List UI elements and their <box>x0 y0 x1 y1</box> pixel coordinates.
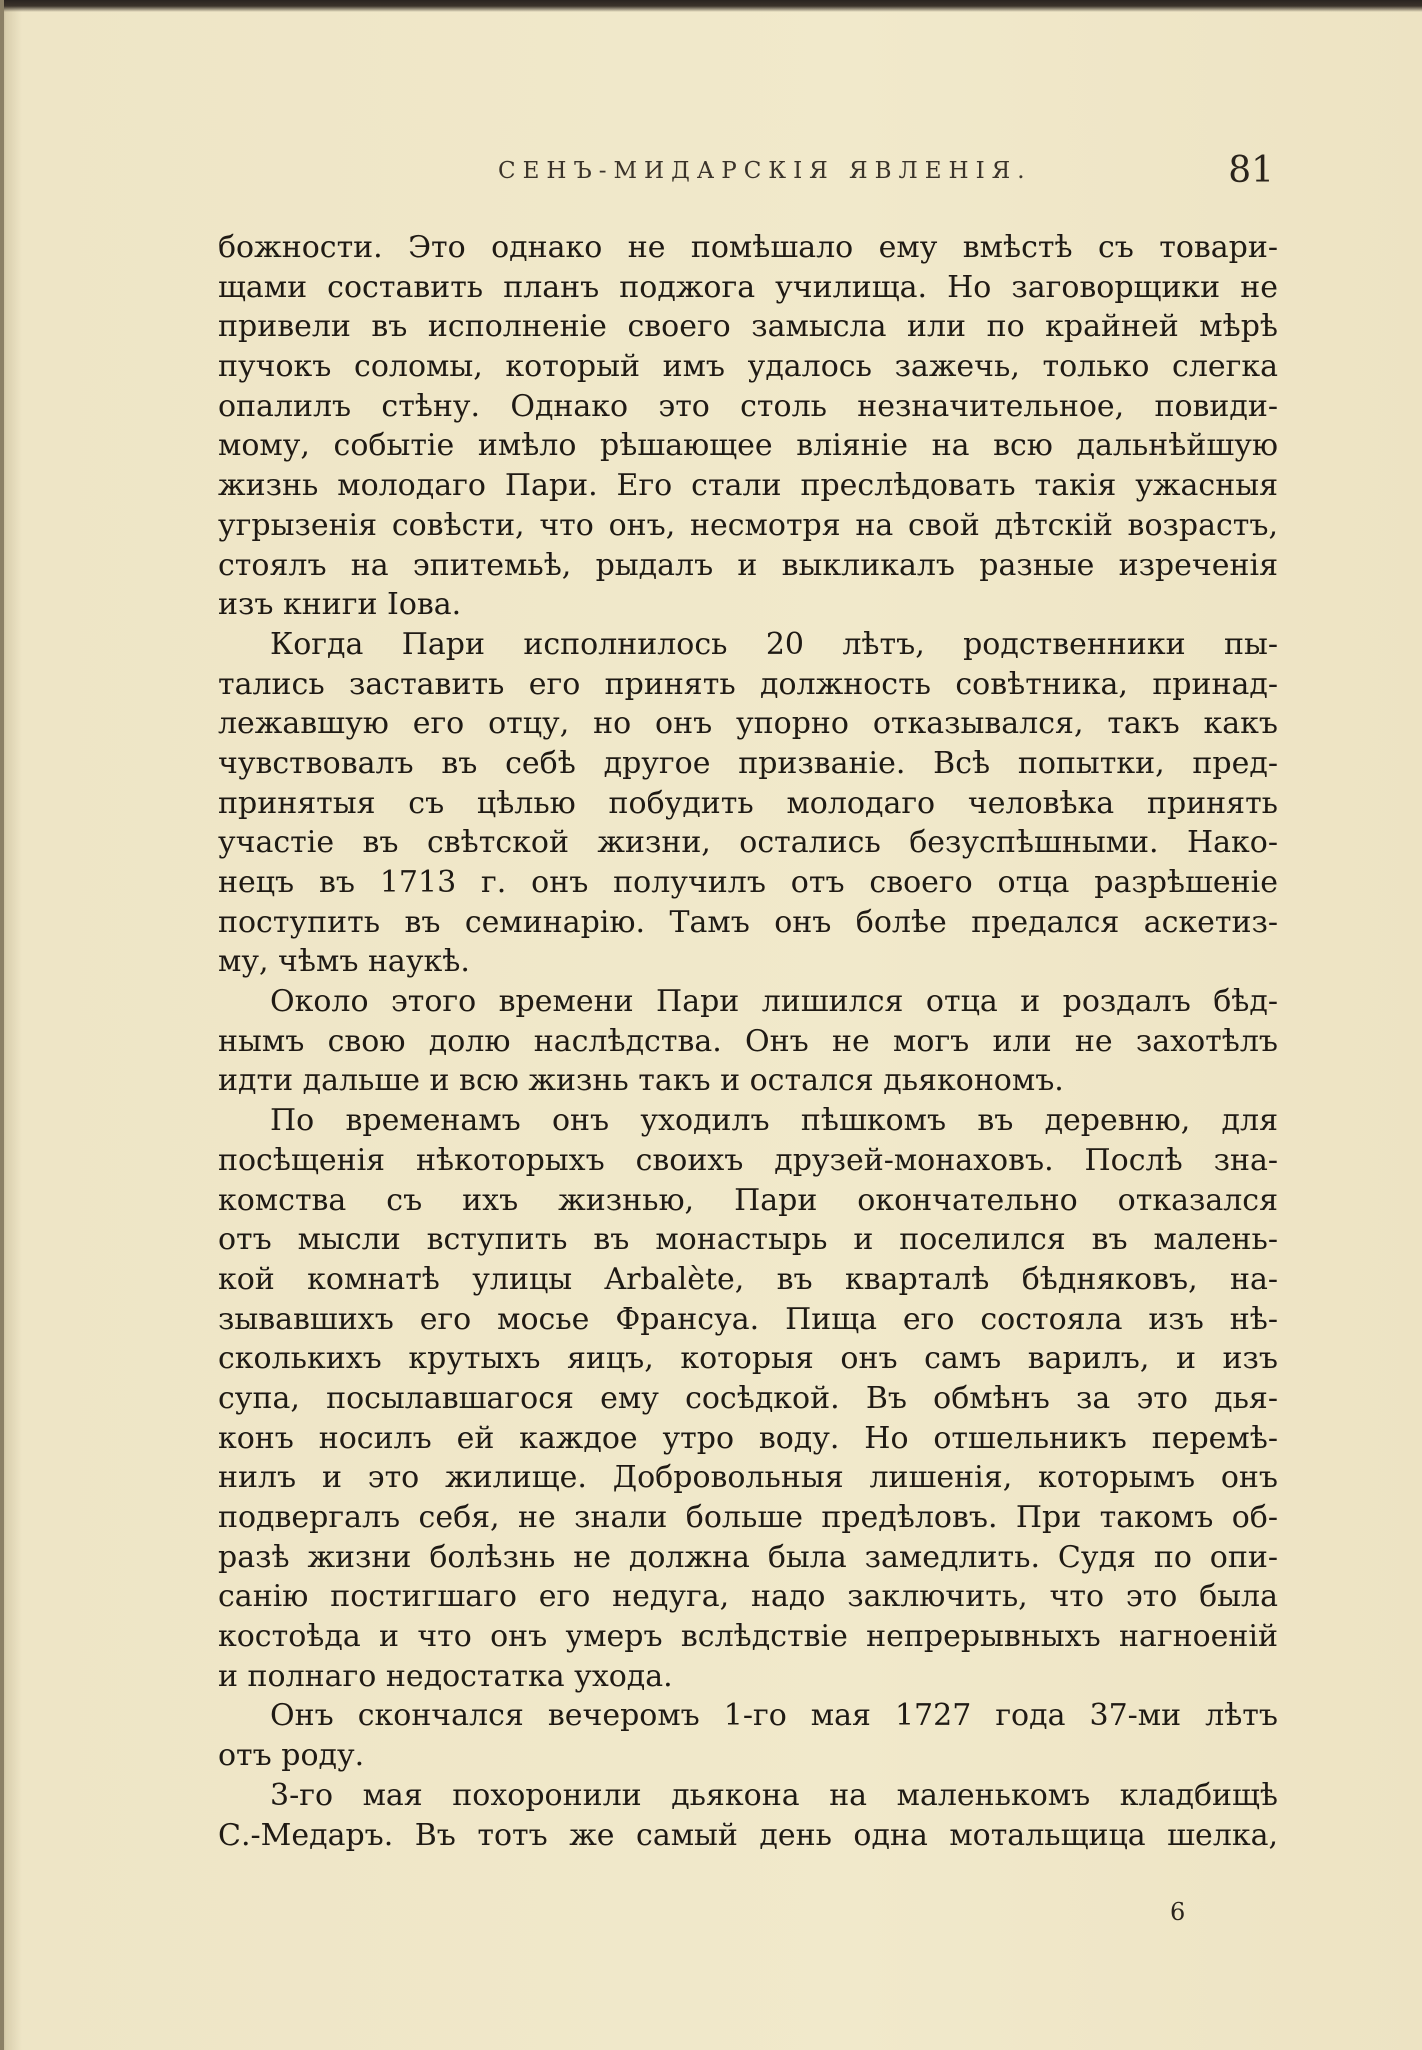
text-line: поступить въ семинарію. Тамъ онъ болѣе предался аскетиз- <box>218 904 1278 940</box>
text-line: подвергалъ себя, не знали больше предѣловъ. При такомъ об- <box>218 1500 1278 1535</box>
text-line: костоѣда и что онъ умеръ вслѣдствіе непрерывныхъ нагноеній <box>218 1619 1278 1655</box>
text-line: опалилъ стѣну. Однако это столь незначительное, повиди- <box>218 388 1278 424</box>
text-line: нымъ свою долю наслѣдства. Онъ не могъ или не захотѣлъ <box>218 1023 1278 1059</box>
text-line: С.-Медаръ. Въ тотъ же самый день одна мотальщица шелка, <box>218 1817 1278 1853</box>
running-title: СЕНЪ-МИДАРСКІЯ ЯВЛЕНІЯ. <box>498 158 1032 184</box>
text-line: щами составить планъ поджога училища. Но заговорщики не <box>218 269 1278 305</box>
text-line: пучокъ соломы, который имъ удалось зажечь, только слегка <box>218 349 1278 385</box>
text-line: посѣщенія нѣкоторыхъ своихъ друзей-монаховъ. Послѣ зна- <box>218 1142 1278 1178</box>
text-line: комства съ ихъ жизнью, Пари окончательно отказался <box>218 1182 1278 1218</box>
text-line: супа, посылавшагося ему сосѣдкой. Въ обмѣнъ за это дья- <box>218 1380 1278 1416</box>
text-line: изъ книги Іова. <box>218 587 462 623</box>
text-line: нилъ и это жилище. Добровольныя лишенія, которымъ онъ <box>218 1460 1278 1496</box>
text-line: принятыя съ цѣлью побудить молодаго человѣка принять <box>218 785 1278 821</box>
text-line: кой комнатѣ улицы Arbalète, въ кварталѣ бѣдняковъ, на- <box>218 1261 1278 1297</box>
text-line: По временамъ онъ уходилъ пѣшкомъ въ деревню, для <box>270 1103 1278 1139</box>
text-line: стоялъ на эпитемьѣ, рыдалъ и выкликалъ разные изреченія <box>218 547 1278 583</box>
text-line: зывавшихъ его мосье Франсуа. Пища его состояла изъ нѣ- <box>218 1301 1278 1337</box>
scan-top-edge <box>0 0 1422 12</box>
text-line: нецъ въ 1713 г. онъ получилъ отъ своего отца разрѣшеніе <box>218 865 1278 900</box>
signature-mark: 6 <box>1170 1898 1186 1926</box>
text-line: отъ мысли вступить въ монастырь и поселился въ малень- <box>218 1222 1278 1258</box>
page-header <box>218 152 1278 192</box>
text-line: участіе въ свѣтской жизни, остались безуспѣшными. Нако- <box>218 825 1278 861</box>
text-line: разѣ жизни болѣзнь не должна была замедлить. Судя по опи- <box>218 1539 1278 1575</box>
page-number: 81 <box>1228 150 1274 191</box>
text-line: идти дальше и всю жизнь такъ и остался дьякономъ. <box>218 1063 1064 1099</box>
text-line: угрызенія совѣсти, что онъ, несмотря на свой дѣтскій возрастъ, <box>218 507 1278 543</box>
text-line: Когда Пари исполнилось 20 лѣтъ, родственники пы- <box>270 626 1278 662</box>
text-line: и полнаго недостатка ухода. <box>218 1658 673 1694</box>
text-line: му, чѣмъ наукѣ. <box>218 944 470 980</box>
scan-left-edge <box>0 0 4 2050</box>
text-line: Около этого времени Пари лишился отца и роздалъ бѣд- <box>270 984 1278 1020</box>
text-line: санію постигшаго его недуга, надо заключить, что это была <box>218 1579 1278 1615</box>
text-line: Онъ скончался вечеромъ 1-го мая 1727 года 37-ми лѣтъ <box>270 1698 1278 1734</box>
text-line: лежавшую его отцу, но онъ упорно отказывался, такъ какъ <box>218 706 1278 742</box>
text-line: сколькихъ крутыхъ яицъ, которыя онъ самъ варилъ, и изъ <box>218 1341 1278 1377</box>
text-line: отъ роду. <box>218 1738 365 1774</box>
text-line: мому, событіе имѣло рѣшающее вліяніе на всю дальнѣйшую <box>218 428 1278 464</box>
body-text <box>218 228 1278 1855</box>
text-line: жизнь молодаго Пари. Его стали преслѣдовать такія ужасныя <box>218 468 1278 504</box>
text-line: 3-го мая похоронили дьякона на маленькомъ кладбищѣ <box>270 1777 1278 1813</box>
text-line: божности. Это однако не помѣшало ему вмѣстѣ съ товари- <box>218 230 1278 265</box>
text-line: конъ носилъ ей каждое утро воду. Но отшельникъ перемѣ- <box>218 1420 1278 1456</box>
text-line: тались заставить его принять должность совѣтника, принад- <box>218 666 1278 702</box>
text-line: чувствовалъ въ себѣ другое призваніе. Всѣ попытки, пред- <box>218 745 1278 781</box>
text-line: привели въ исполненіе своего замысла или по крайней мѣрѣ <box>218 309 1278 345</box>
